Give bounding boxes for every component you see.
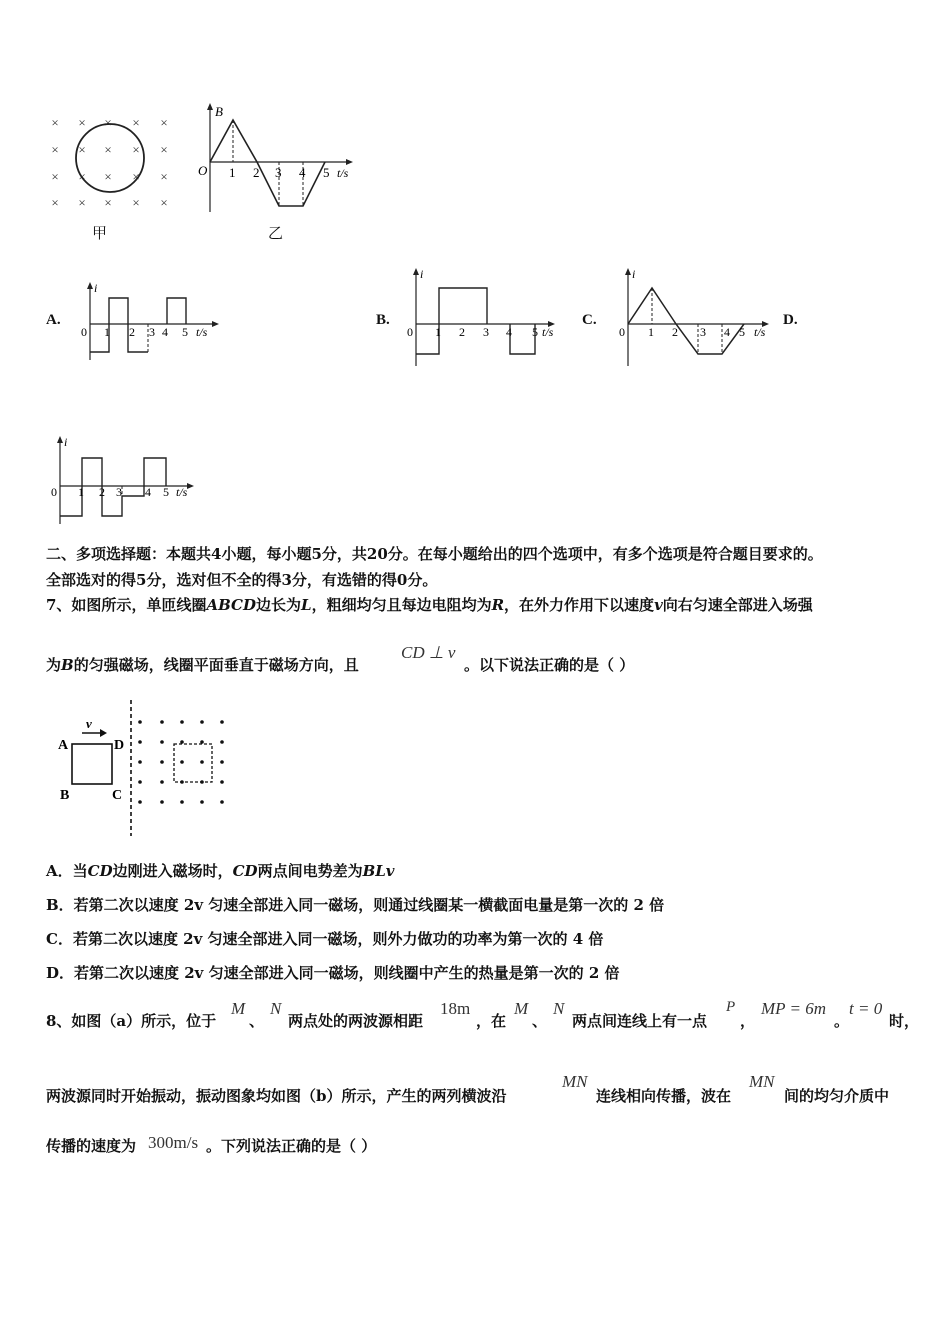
q8-speed: 300m/s	[148, 1133, 199, 1152]
t-axis-label: t/s	[542, 325, 554, 339]
tick-2: 2	[253, 165, 260, 180]
coil-square	[72, 744, 112, 784]
svg-text:×: ×	[160, 169, 168, 184]
q7-option-c: C．若第二次以速度 2v 匀速全部进入同一磁场，则外力做功的功率为第一次的 4 倍	[46, 930, 604, 948]
tick-4: 4	[724, 325, 730, 339]
b-axis-label: B	[215, 104, 223, 119]
q8-line1-part3: ，在	[476, 1012, 507, 1030]
q8-mn2: MN	[749, 1072, 775, 1091]
t-axis-label: t/s	[337, 166, 349, 180]
svg-text:×: ×	[51, 195, 59, 210]
i-axis-label: i	[64, 435, 68, 449]
svg-text:×: ×	[51, 115, 59, 130]
figure-jia-caption: 甲	[92, 224, 108, 242]
coil-in-field-dashed	[174, 744, 212, 782]
option-c-graph	[614, 266, 779, 371]
q8-line1-part2: 两点处的两波源相距	[288, 1012, 424, 1030]
q7-opt-text: 两点间电势差为	[257, 862, 363, 880]
tick-1: 1	[78, 485, 84, 499]
tick-4: 4	[145, 485, 151, 499]
svg-text:×: ×	[104, 142, 112, 157]
figure-yi-graph	[195, 100, 360, 215]
i-axis-label: i	[94, 281, 98, 295]
origin-label: 0	[407, 325, 413, 339]
svg-text:×: ×	[78, 142, 86, 157]
tick-5: 5	[323, 165, 330, 180]
svg-text:×: ×	[160, 115, 168, 130]
option-b-graph	[402, 266, 567, 371]
q7-figure	[50, 698, 240, 838]
tick-2: 2	[129, 325, 135, 339]
q8-m: M	[231, 999, 246, 1018]
tick-1: 1	[435, 325, 441, 339]
q7-v: v	[654, 596, 663, 614]
option-c-label: C.	[582, 312, 597, 328]
q7-line1	[46, 594, 813, 616]
figure-jia-field	[40, 108, 180, 218]
q8-sep: 、	[249, 1012, 265, 1030]
svg-text:×: ×	[104, 115, 112, 130]
q8-line3-b: 。下列说法正确的是（ ）	[206, 1137, 377, 1155]
t-axis-label: t/s	[176, 485, 188, 499]
q7-text: 向右匀速全部进入场强	[662, 596, 813, 614]
q7-opt-text: A．当	[46, 862, 88, 880]
tick-3: 3	[700, 325, 706, 339]
option-b-label: B.	[376, 312, 390, 328]
t-axis-label: t/s	[754, 325, 766, 339]
q7-text: ，在外力作用下以速度	[504, 596, 655, 614]
section2-line1: 二、多项选择题：本题共4小题，每小题5分，共20分。在每小题给出的四个选项中，有多个选项是符合题目要求的。	[46, 545, 823, 563]
svg-text:×: ×	[132, 195, 140, 210]
q8-n2: N	[553, 999, 565, 1018]
tick-3: 3	[116, 485, 122, 499]
tick-1: 1	[648, 325, 654, 339]
vertex-b: B	[60, 788, 70, 803]
svg-text:×: ×	[160, 142, 168, 157]
q7-abcd: ABCD	[206, 596, 256, 614]
q8-mp: MP = 6m	[761, 999, 826, 1018]
q7-text: 为	[46, 656, 62, 674]
svg-text:×: ×	[132, 169, 140, 184]
svg-text:×: ×	[51, 142, 59, 157]
q7-text: 的匀强磁场，线圈平面垂直于磁场方向，且	[73, 656, 359, 674]
q7-line2	[46, 654, 359, 676]
field-dots	[138, 720, 224, 804]
i-axis-label: i	[632, 267, 636, 281]
svg-text:×: ×	[132, 142, 140, 157]
tick-4: 4	[299, 165, 306, 180]
tick-4: 4	[162, 325, 168, 339]
q7-line2-end: 。以下说法正确的是（ ）	[464, 656, 635, 674]
figure-yi-caption: 乙	[268, 224, 284, 242]
svg-text:×: ×	[78, 195, 86, 210]
q8-distance: 18m	[440, 999, 471, 1018]
q8-line1-part7: 时，	[889, 1012, 920, 1030]
t-axis-label: t/s	[196, 325, 208, 339]
tick-3: 3	[275, 165, 282, 180]
svg-text:×: ×	[104, 195, 112, 210]
i-axis-label: i	[420, 267, 424, 281]
svg-text:×: ×	[78, 115, 86, 130]
q7-opt-text: 边刚进入磁场时，	[112, 862, 233, 880]
q7-opt-cd: CD	[232, 862, 258, 880]
b-curve	[210, 120, 325, 206]
q7-option-d: D．若第二次以速度 2v 匀速全部进入同一磁场，则线圈中产生的热量是第一次的 2 倍	[46, 964, 620, 982]
q8-mn: MN	[562, 1072, 588, 1091]
q8-line2: 两波源同时开始振动，振动图象均如图（b）所示，产生的两列横波沿	[46, 1087, 507, 1105]
q7-r: R	[491, 596, 505, 614]
q7-l: L	[301, 596, 312, 614]
q8-m2: M	[514, 999, 529, 1018]
tick-5: 5	[163, 485, 169, 499]
field-cross-marks	[51, 115, 167, 210]
q7-formula-cd-perp-v: CD ⊥ v	[401, 643, 456, 662]
q8-line1-part6: 。	[834, 1012, 850, 1030]
q8-line3: 传播的速度为	[46, 1137, 137, 1155]
origin-label: O	[198, 163, 208, 178]
option-a-graph	[76, 280, 226, 370]
q8-line1-part1: 8、如图（a）所示，位于	[46, 1012, 217, 1030]
tick-1: 1	[104, 325, 110, 339]
tick-5: 5	[182, 325, 188, 339]
q7-text: 边长为	[256, 596, 302, 614]
origin-label: 0	[51, 485, 57, 499]
section2-line2: 全部选对的得5分，选对但不全的得3分，有选错的得0分。	[46, 571, 438, 589]
vertex-a: A	[58, 738, 69, 753]
svg-text:×: ×	[78, 169, 86, 184]
q8-line2-c: 间的均匀介质中	[784, 1087, 890, 1105]
origin-label: 0	[81, 325, 87, 339]
tick-2: 2	[459, 325, 465, 339]
tick-5: 5	[532, 325, 538, 339]
tick-5: 5	[739, 325, 745, 339]
tick-4: 4	[506, 325, 512, 339]
tick-2: 2	[672, 325, 678, 339]
velocity-label: v	[86, 716, 92, 731]
q8-t0: t = 0	[849, 999, 883, 1018]
q7-option-a	[46, 860, 395, 882]
origin-label: 0	[619, 325, 625, 339]
q7-opt-cd: CD	[87, 862, 113, 880]
q8-p: P	[726, 999, 736, 1015]
option-d-graph	[46, 434, 206, 529]
q8-sep2: 、	[532, 1012, 548, 1030]
svg-text:×: ×	[132, 115, 140, 130]
tick-1: 1	[229, 165, 236, 180]
option-a-label: A.	[46, 312, 61, 328]
q8-line2-b: 连线相向传播，波在	[596, 1087, 732, 1105]
svg-text:×: ×	[160, 195, 168, 210]
svg-text:×: ×	[51, 169, 59, 184]
vertex-d: D	[114, 738, 125, 753]
svg-text:×: ×	[104, 169, 112, 184]
q8-n: N	[270, 999, 282, 1018]
tick-3: 3	[483, 325, 489, 339]
q8-line1-part4: 两点间连线上有一点	[572, 1012, 708, 1030]
option-d-label: D.	[783, 312, 798, 328]
q7-b: B	[61, 656, 74, 674]
q7-text: 7、如图所示，单匝线圈	[46, 596, 207, 614]
tick-2: 2	[99, 485, 105, 499]
tick-3: 3	[149, 325, 155, 339]
q7-text: ，粗细均匀且每边电阻均为	[311, 596, 492, 614]
q7-opt-blv: BLv	[362, 862, 395, 880]
q8-line1-part5: ，	[740, 1012, 756, 1030]
q7-option-b: B．若第二次以速度 2v 匀速全部进入同一磁场，则通过线圈某一横截面电量是第一次的 2 倍	[46, 896, 665, 914]
vertex-c: C	[112, 788, 123, 803]
